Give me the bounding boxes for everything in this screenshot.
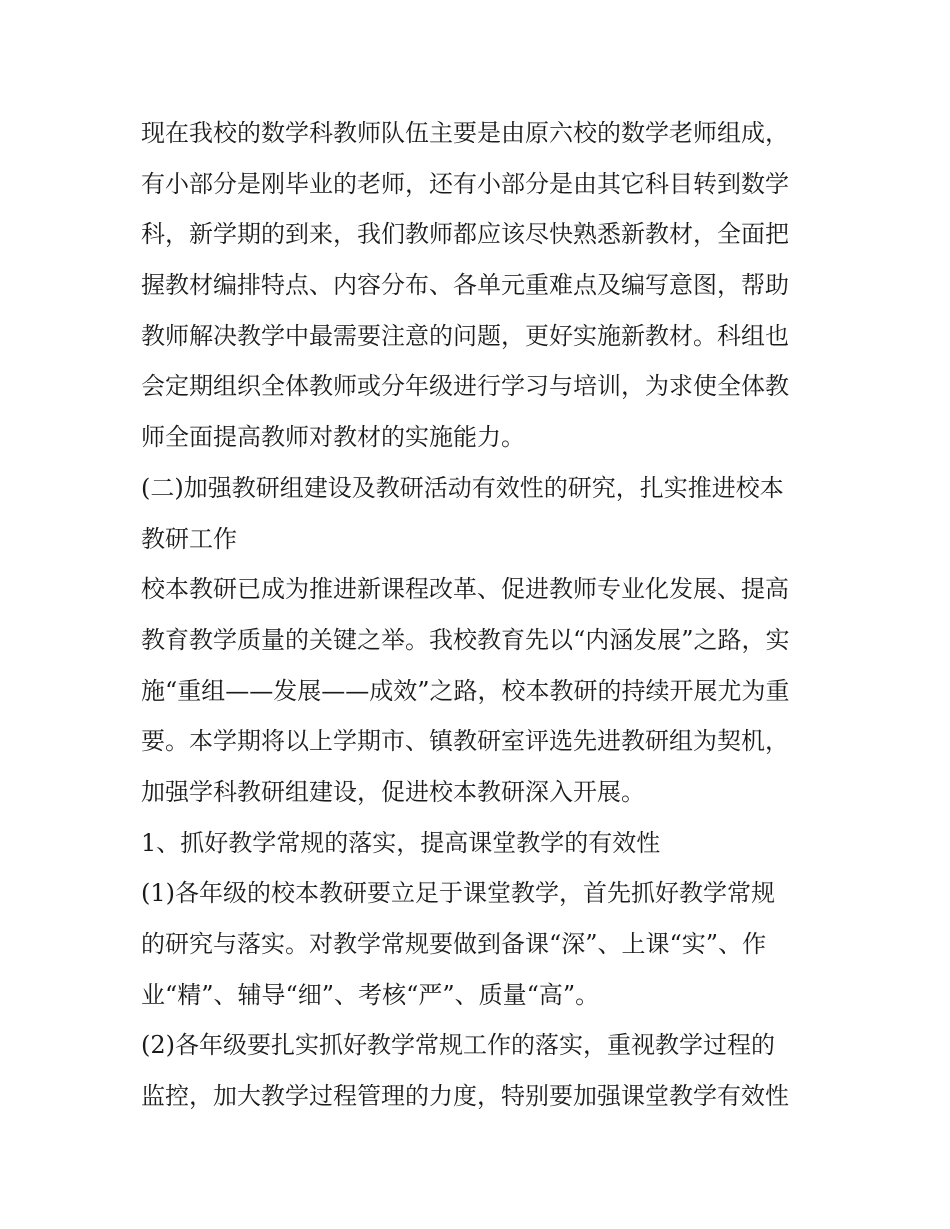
text-line: 科，新学期的到来，我们教师都应该尽快熟悉新教材，全面把 bbox=[141, 220, 789, 249]
text-line: 教师解决教学中最需要注意的问题，更好实施新教材。科组也 bbox=[141, 321, 789, 350]
document-body bbox=[141, 108, 821, 1122]
text-line: 的研究与落实。对教学常规要做到备课“深”、上课“实”、作 bbox=[141, 930, 767, 958]
text-line: 握教材编排特点、内容分布、各单元重难点及编写意图，帮助 bbox=[141, 271, 789, 300]
text-line: 要。本学期将以上学期市、镇教研室评选先进教研组为契机， bbox=[141, 727, 789, 756]
section-heading-line: 教研工作 bbox=[141, 524, 237, 553]
text-line: (2)各年级要扎实抓好教学常规工作的落实，重视教学过程的 bbox=[141, 1031, 775, 1060]
subheading-line: 1、抓好教学常规的落实，提高课堂教学的有效性 bbox=[141, 828, 661, 857]
section-heading-line: (二)加强教研组建设及教研活动有效性的研究，扎实推进校本 bbox=[141, 473, 784, 502]
text-line: 现在我校的数学科教师队伍主要是由原六校的数学老师组成， bbox=[141, 119, 789, 147]
text-line: 监控，加大教学过程管理的力度，特别要加强课堂教学有效性 bbox=[141, 1082, 789, 1111]
text-line: 教育教学质量的关键之举。我校教育先以“内涵发展”之路，实 bbox=[141, 625, 790, 654]
text-line: (1)各年级的校本教研要立足于课堂教学，首先抓好教学常规 bbox=[141, 879, 775, 908]
text-line: 业“精”、辅导“细”、考核“严”、质量“高”。 bbox=[141, 980, 600, 1009]
text-line: 加强学科教研组建设，促进校本教研深入开展。 bbox=[141, 777, 645, 806]
text-line: 有小部分是刚毕业的老师，还有小部分是由其它科目转到数学 bbox=[141, 169, 789, 198]
text-line: 会定期组织全体教师或分年级进行学习与培训，为求使全体教 bbox=[141, 372, 789, 401]
text-line: 施“重组——发展——成效”之路，校本教研的持续开展尤为重 bbox=[141, 676, 790, 705]
text-line: 师全面提高教师对教材的实施能力。 bbox=[141, 423, 525, 452]
text-line: 校本教研已成为推进新课程改革、促进教师专业化发展、提高 bbox=[141, 575, 789, 604]
